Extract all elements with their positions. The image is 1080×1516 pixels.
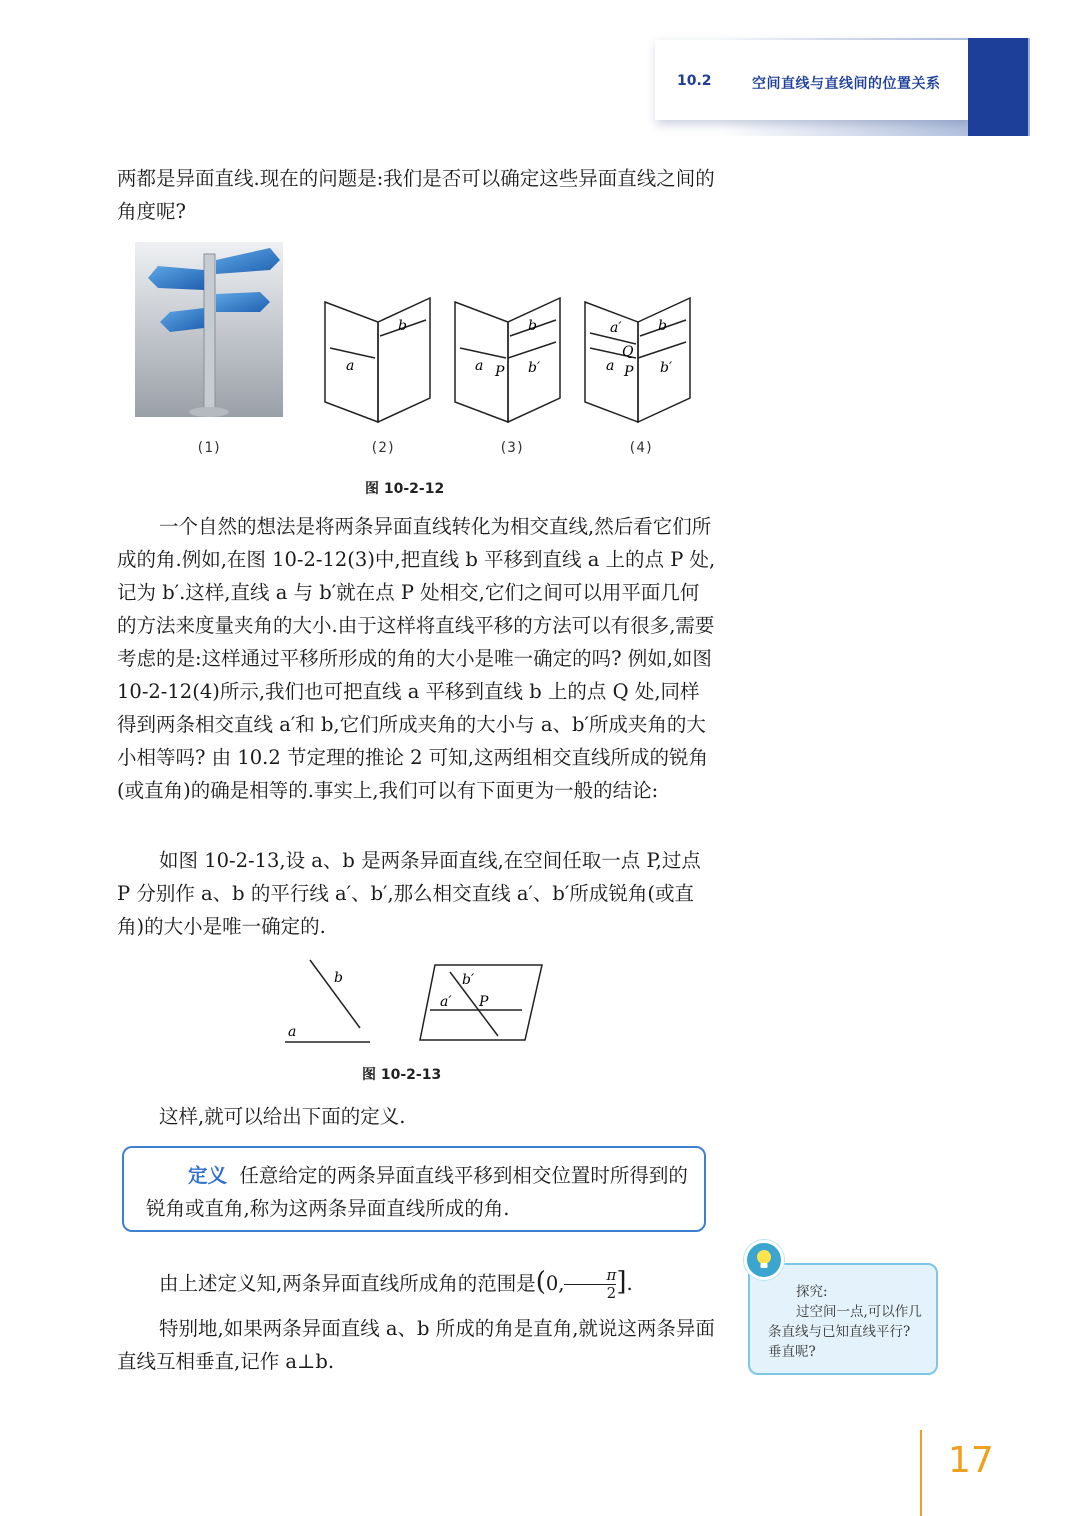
fig13-label-P: P xyxy=(479,994,489,1010)
fig3-label-P: P xyxy=(495,364,505,380)
range-zero: 0 xyxy=(545,1272,559,1295)
fig3-label-a: a xyxy=(475,358,484,374)
explore-tip-title: 探究: xyxy=(796,1284,828,1300)
signpost-photo xyxy=(135,242,283,417)
paragraph-intro: 两都是异面直线.现在的问题是:我们是否可以确定这些异面直线之间的角度呢? xyxy=(117,167,715,223)
range-pi: π xyxy=(564,1267,616,1285)
fig13-label-ap: a′ xyxy=(440,994,452,1010)
fig13-label-b: b xyxy=(334,970,343,986)
fig3-label-b: b xyxy=(528,318,537,334)
figure-10-2-13 xyxy=(280,950,550,1050)
paragraph-range: 由上述定义知,两条异面直线所成角的范围是(0, $\frac{\pi}{2}$ ]. xyxy=(159,1266,633,1302)
figure-caption-13: 图 10-2-13 xyxy=(362,1067,442,1083)
fig3-label-bp: b′ xyxy=(528,360,541,376)
paragraph-lead-definition: 这样,就可以给出下面的定义. xyxy=(159,1105,406,1128)
fig12-sublabel-3: (3) xyxy=(499,440,525,456)
fig4-label-Q: Q xyxy=(622,344,634,360)
fig12-sublabel-4: (4) xyxy=(628,440,654,456)
lightbulb-icon xyxy=(744,1240,784,1280)
definition-label: 定义 xyxy=(188,1164,228,1187)
figure-10-2-12 xyxy=(130,240,710,430)
open-book-2 xyxy=(325,298,430,422)
range-text: 由上述定义知,两条异面直线所成角的范围是 xyxy=(159,1272,536,1295)
range-two: 2 xyxy=(606,1284,617,1302)
page-number-bar xyxy=(920,1430,922,1516)
paragraph-perpendicular: 特别地,如果两条异面直线 a、b 所成的角是直角,就说这两条异面直线互相垂直,记作 a⊥b. xyxy=(117,1317,715,1373)
fig13-label-a: a xyxy=(288,1024,297,1040)
explore-tip-body: 过空间一点,可以作几条直线与已知直线平行? 垂直呢? xyxy=(768,1304,922,1360)
fig4-label-a: a xyxy=(606,358,615,374)
paragraph-main: 一个自然的想法是将两条异面直线转化为相交直线,然后看它们所成的角.例如,在图 10-2-12(3)中,把直线 b 平移到直线 a 上的点 P 处,记为 b′.这样,直线 a 与 b′就在点 P 处相交,它们之间可以用平面几何的方法来度量夹角的大小.由于这样将直线平移的方法可以有很多,需要考虑的是:这样通过平移所形成的角的大小是唯一确定的吗? 例如,如图 10-2-12(4)所示,我们也可把直线 a 平移到直线 b 上的点 Q 处,同样得到两条相交直线 a′和 b,它们所成夹角的大小与 a、b′所成夹角的大小相等吗? 由 10.2 节定理的推论 2 可知,这两组相交直线所成的锐角(或直角)的确是相等的.事实上,我们可以有下面更为一般的结论: xyxy=(117,515,716,802)
fig4-label-ap: a′ xyxy=(610,320,622,336)
fig2-label-a: a xyxy=(346,358,355,374)
fig4-label-b: b xyxy=(658,318,667,334)
paragraph-theorem: 如图 10-2-13,设 a、b 是两条异面直线,在空间任取一点 P,过点 P 分别作 a、b 的平行线 a′、b′,那么相交直线 a′、b′所成锐角(或直角)的大小是唯一确定的. xyxy=(117,849,701,938)
header-blue-tab xyxy=(968,38,1028,136)
fig12-sublabel-2: (2) xyxy=(370,440,396,456)
section-title: 空间直线与直线间的位置关系 xyxy=(752,76,941,92)
explore-tip-text xyxy=(768,1282,928,1362)
section-number: 10.2 xyxy=(677,73,712,89)
fig4-label-bp: b′ xyxy=(660,360,673,376)
fig4-label-P: P xyxy=(624,364,634,380)
open-book-4 xyxy=(585,298,690,422)
fig2-label-b: b xyxy=(398,318,407,334)
definition-text xyxy=(146,1159,694,1225)
figure-caption-12: 图 10-2-12 xyxy=(365,481,445,497)
page-number: 17 xyxy=(948,1440,994,1481)
fig13-label-bp: b′ xyxy=(462,972,475,988)
fig12-sublabel-1: (1) xyxy=(196,440,222,456)
definition-body: 任意给定的两条异面直线平移到相交位置时所得到的锐角或直角,称为这两条异面直线所成的角. xyxy=(146,1164,688,1220)
open-book-3 xyxy=(455,298,560,422)
